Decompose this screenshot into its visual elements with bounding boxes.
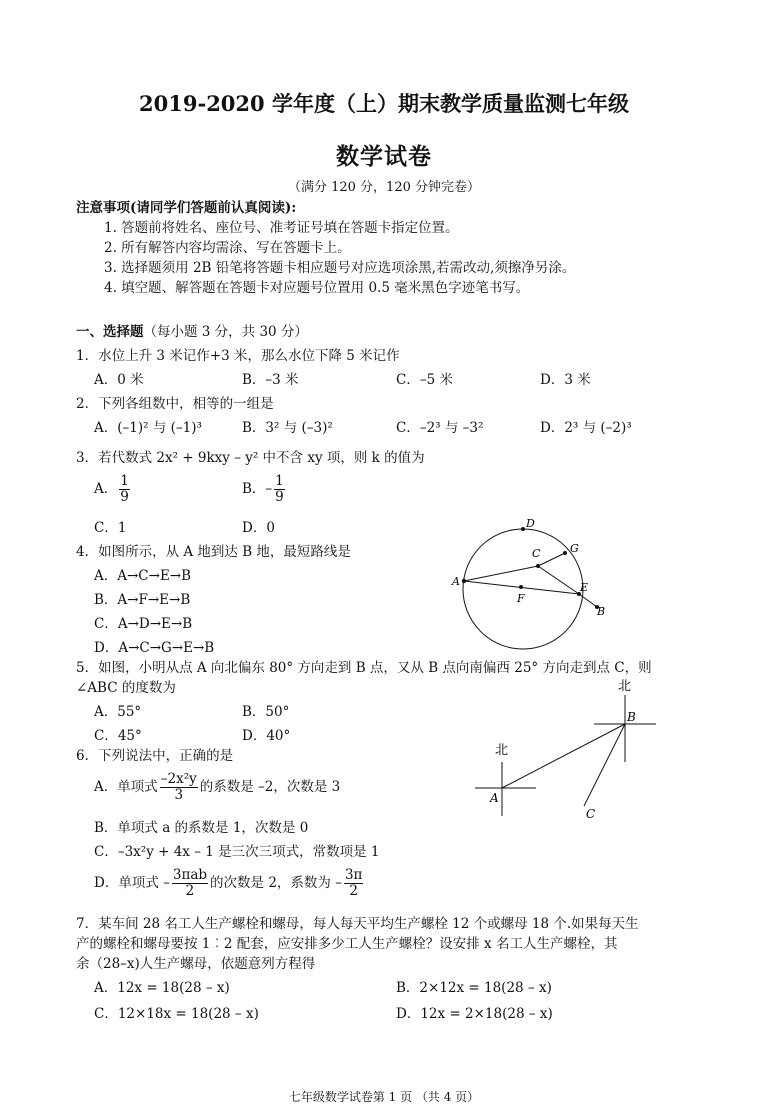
q1-option-c: C．–5 米 xyxy=(396,372,453,388)
q4-point-c xyxy=(536,564,540,568)
q4-label-d: D xyxy=(526,517,535,530)
q5-segment-ab xyxy=(502,724,625,788)
section-heading xyxy=(76,320,308,340)
q4-segment-cg xyxy=(538,553,565,566)
q2-option-c: C．–2³ 与 –3² xyxy=(396,420,484,436)
notice-item: 2. 所有解答内容均需涂、写在答题卡上。 xyxy=(104,240,351,256)
section-title: 一、选择题 xyxy=(76,324,144,340)
q4-label-e: E xyxy=(580,581,589,594)
q2-option-a: A．(–1)² 与 (–1)³ xyxy=(94,420,202,436)
q5-option-b: B．50° xyxy=(242,704,290,720)
q7-option-b: B．2×12x = 18(28 – x) xyxy=(396,980,552,996)
q3-option-a xyxy=(94,474,132,505)
q4-segment-ac xyxy=(464,566,538,581)
exam-subtitle: 数学试卷 xyxy=(336,143,432,170)
q6-a-num: –2x²y xyxy=(160,771,197,787)
question-3-stem: 3．若代数式 2x² + 9kxy – y² 中不含 xy 项，则 k 的值为 xyxy=(76,450,425,466)
question-2-stem: 2．下列各组数中，相等的一组是 xyxy=(76,396,274,412)
q4-option-c: C．A→D→E→B xyxy=(94,616,193,632)
q4-label-g: G xyxy=(570,542,579,555)
notice-heading: 注意事项(请同学们答题前认真阅读): xyxy=(76,200,297,216)
section-note: （每小题 3 分，共 30 分） xyxy=(143,324,308,340)
q6-option-d xyxy=(94,868,365,899)
q1-option-a: A．0 米 xyxy=(94,372,144,388)
q3-option-d: D．0 xyxy=(242,520,275,536)
q6-d-pre: D．单项式 – xyxy=(94,874,170,891)
q5-option-d: D．40° xyxy=(242,728,291,744)
q2-option-d: D．2³ 与 (–2)³ xyxy=(540,420,632,436)
q1-option-b: B．–3 米 xyxy=(242,372,299,388)
q6-d-mid: 的次数是 2，系数为 – xyxy=(210,874,342,891)
q1-option-d: D．3 米 xyxy=(540,372,591,388)
q6-option-b: B．单项式 a 的系数是 1，次数是 0 xyxy=(94,820,309,836)
q4-option-b: B．A→F→E→B xyxy=(94,592,191,608)
q5-label-a: A xyxy=(490,791,499,805)
exam-title: 2019-2020 学年度（上）期末教学质量监测七年级 xyxy=(139,91,629,116)
q5-label-c: C xyxy=(586,807,596,821)
q6-d-num-2: 3π xyxy=(344,867,363,883)
q3-a-label: A． xyxy=(94,480,118,497)
score-info: （满分 120 分，120 分钟完卷） xyxy=(287,180,481,195)
q4-point-f xyxy=(519,585,523,589)
q6-option-c: C．–3x²y + 4x – 1 是三次三项式，常数项是 1 xyxy=(94,844,380,860)
question-7-line-2: 产的螺栓和螺母要按 1︰2 配套，应安排多少工人生产螺栓？设安排 x 名工人生产螺栓，其 xyxy=(76,936,618,952)
q6-d-fraction-2 xyxy=(344,868,363,899)
q3-option-b xyxy=(242,474,287,505)
q6-d-den: 2 xyxy=(185,882,195,899)
q4-circle xyxy=(463,529,583,649)
q6-a-den: 3 xyxy=(174,786,184,803)
q4-point-a xyxy=(462,579,466,583)
q4-point-g xyxy=(563,551,567,555)
q3-b-num: 1 xyxy=(275,473,284,489)
q5-north-label-b: 北 xyxy=(618,679,632,694)
q6-a-fraction xyxy=(160,772,198,803)
question-5-stem: 5．如图，小明从点 A 向北偏东 80° 方向走到 B 点，又从 B 点向南偏西 25° 方向走到点 C，则 xyxy=(76,660,652,676)
q4-option-a: A．A→C→E→B xyxy=(94,568,192,584)
q3-b-fraction xyxy=(274,474,285,505)
q7-option-d: D．12x = 2×18(28 – x) xyxy=(396,1006,553,1022)
q3-b-den: 9 xyxy=(275,488,284,505)
q3-a-num: 1 xyxy=(120,473,129,489)
q3-b-label: B．– xyxy=(242,480,273,497)
question-7-line-3: 余（28–x)人生产螺母，依题意列方程得 xyxy=(76,956,316,972)
q2-option-b: B．3² 与 (–3)² xyxy=(242,420,333,436)
q3-a-den: 9 xyxy=(120,488,129,505)
q4-label-b: B xyxy=(597,605,606,618)
q5-north-label-a: 北 xyxy=(495,743,509,758)
question-1-stem: 1．水位上升 3 米记作+3 米，那么水位下降 5 米记作 xyxy=(76,348,400,364)
q6-d-fraction xyxy=(172,868,208,899)
q5-option-a: A．55° xyxy=(94,704,142,720)
q4-point-d xyxy=(521,527,525,531)
q4-circle-figure xyxy=(440,515,620,650)
notice-item: 1. 答题前将姓名、座位号、准考证号填在答题卡指定位置。 xyxy=(104,220,459,236)
q4-label-f: F xyxy=(517,592,525,605)
q4-label-c: C xyxy=(532,547,541,560)
q7-option-c: C．12×18x = 18(28 – x) xyxy=(94,1006,259,1022)
q6-d-den-2: 2 xyxy=(349,882,358,899)
q5-segment-bc xyxy=(584,724,625,806)
q4-option-d: D．A→C→G→E→B xyxy=(94,640,215,656)
notice-item: 4. 填空题、解答题在答题卡对应题号位置用 0.5 毫米黑色字迹笔书写。 xyxy=(104,280,530,296)
q6-d-num: 3πab xyxy=(172,867,208,883)
question-7-line-1: 7．某车间 28 名工人生产螺栓和螺母，每人每天平均生产螺栓 12 个或螺母 18 个.如果每天生 xyxy=(76,916,639,932)
q5-option-c: C．45° xyxy=(94,728,142,744)
question-6-stem: 6．下列说法中，正确的是 xyxy=(76,748,234,764)
question-5-stem-2: ∠ABC 的度数为 xyxy=(76,680,176,696)
q6-a-post: 的系数是 –2，次数是 3 xyxy=(199,778,341,795)
q5-label-b: B xyxy=(627,710,636,724)
q6-option-a xyxy=(94,772,340,803)
notice-item: 3. 选择题须用 2B 铅笔将答题卡相应题号对应选项涂黑,若需改动,须擦净另涂。 xyxy=(104,260,576,276)
q3-a-fraction xyxy=(119,474,130,505)
q6-a-pre: A．单项式 xyxy=(94,778,158,795)
q3-option-c: C．1 xyxy=(94,520,127,536)
q7-option-a: A．12x = 18(28 – x) xyxy=(94,980,230,996)
q5-direction-figure xyxy=(470,676,670,826)
question-4-stem: 4．如图所示，从 A 地到达 B 地，最短路线是 xyxy=(76,544,351,560)
q4-label-a: A xyxy=(452,575,460,588)
page-footer: 七年级数学试卷第 1 页 （共 4 页） xyxy=(288,1090,480,1104)
